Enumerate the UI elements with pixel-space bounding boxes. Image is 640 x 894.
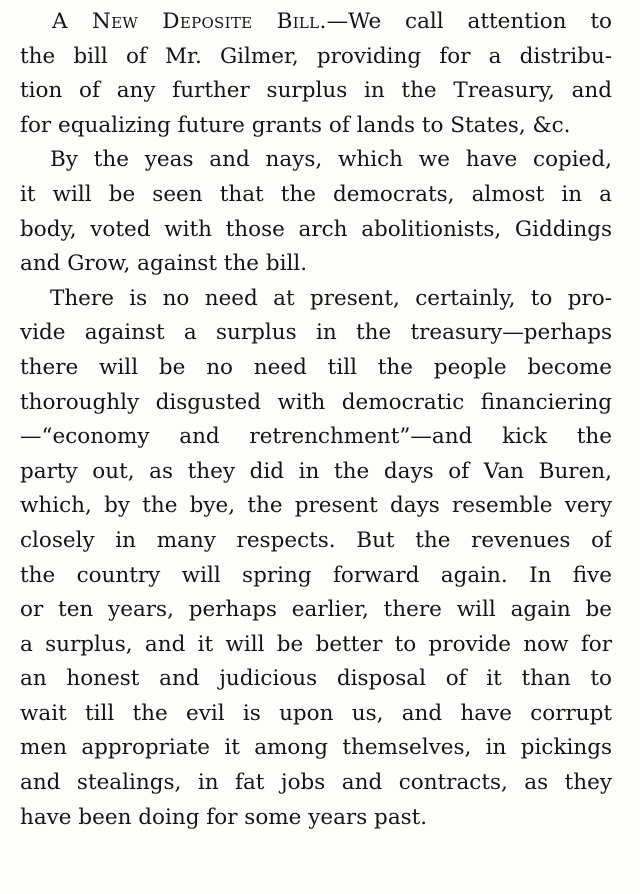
- article-line: the country will spring forward again. In five: [20, 562, 612, 588]
- article-line: the bill of Mr. Gilmer, providing for a distribu-: [20, 43, 612, 69]
- article-line: thoroughly disgusted with democratic financiering: [20, 389, 612, 415]
- article-column: [20, 5, 612, 835]
- article-line: party out, as they did in the days of Van Buren,: [20, 458, 612, 484]
- article-line: there will be no need till the people become: [20, 354, 612, 380]
- article-line: for equalizing future grants of lands to States, &c.: [20, 112, 571, 138]
- article-line: tion of any further surplus in the Treasury, and: [20, 78, 612, 104]
- article-line: a surplus, and it will be better to provide now for: [20, 631, 612, 657]
- article-line: it will be seen that the democrats, almost in a: [20, 181, 612, 207]
- article-line: and Grow, against the bill.: [20, 251, 308, 277]
- article-line: men appropriate it among themselves, in pickings: [20, 735, 612, 761]
- article-line: body, voted with those arch abolitionists, Giddings: [20, 216, 612, 242]
- article-line: [20, 5, 612, 40]
- article-line: closely in many respects. But the revenues of: [20, 527, 612, 553]
- line-text: —We call attention to: [326, 9, 612, 34]
- article-line: By the yeas and nays, which we have copied,: [50, 147, 612, 173]
- article-line: or ten years, perhaps earlier, there will again be: [20, 597, 612, 623]
- article-line: and stealings, in fat jobs and contracts, as they: [20, 770, 612, 796]
- article-line: There is no need at present, certainly, to pro-: [50, 285, 612, 311]
- article-line: wait till the evil is upon us, and have corrupt: [20, 700, 612, 726]
- article-title: A New Deposite Bill.: [52, 9, 327, 34]
- article-line: vide against a surplus in the treasury—perhaps: [20, 320, 612, 346]
- article-line: which, by the bye, the present days resemble very: [20, 493, 612, 519]
- article-line: —“economy and retrenchment”—and kick the: [20, 424, 612, 450]
- article-line: an honest and judicious disposal of it than to: [20, 666, 612, 692]
- article-line: have been doing for some years past.: [20, 804, 428, 830]
